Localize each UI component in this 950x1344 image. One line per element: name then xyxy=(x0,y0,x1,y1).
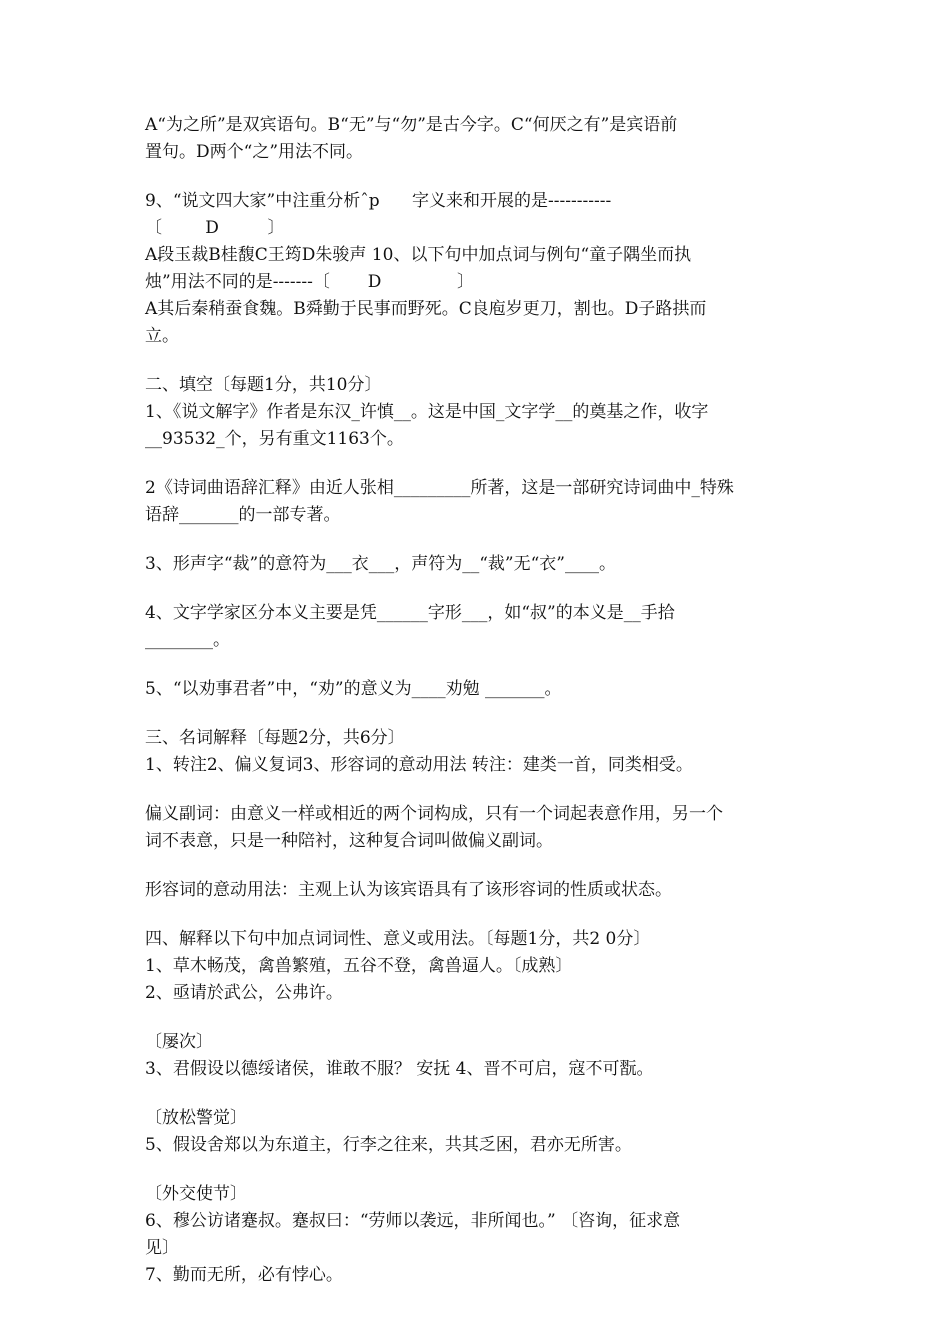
text-line: 四、解释以下句中加点词词性、意义或用法。〔每题1分，共2 0分〕 xyxy=(145,929,651,949)
text-line: 形容词的意动用法：主观上认为该宾语具有了该形容词的性质或状态。 xyxy=(145,880,672,900)
text-line: 7、勤而无所，必有悖心。 xyxy=(145,1265,343,1285)
text-line: 〔外交使节〕 xyxy=(145,1184,247,1204)
text-line: A段玉裁B桂馥C王筠D朱骏声 10、以下句中加点词与例句“童子隅坐而执 xyxy=(145,245,692,265)
text-line: ________。 xyxy=(145,630,230,650)
text-line: 〔 D 〕 xyxy=(145,218,285,238)
text-line: __93532_个，另有重文1163个。 xyxy=(145,429,404,449)
text-line: 三、名词解释〔每题2分，共6分〕 xyxy=(145,728,405,748)
text-line: 烛”用法不同的是-------〔 D 〕 xyxy=(145,272,475,292)
paragraph-gap xyxy=(145,654,815,676)
text-line: 〔屡次〕 xyxy=(145,1032,213,1052)
text-line: 二、填空〔每题1分，共10分〕 xyxy=(145,375,382,395)
text-line: 见〕 xyxy=(145,1238,179,1258)
text-line: 5、“以劝事君者”中，“劝”的意义为____劝勉 _______。 xyxy=(145,679,562,699)
paragraph-gap xyxy=(145,453,815,475)
paragraph-gap xyxy=(145,578,815,600)
text-line: 置句。D两个“之”用法不同。 xyxy=(145,142,364,162)
text-line: 词不表意，只是一种陪衬，这种复合词叫做偏义副词。 xyxy=(145,831,553,851)
text-line: 语辞_______的一部专著。 xyxy=(145,505,341,525)
document-page xyxy=(145,112,815,1289)
text-line: 3、君假设以德绥诸侯，谁敢不服？ 安抚 4、晋不可启，寇不可翫。 xyxy=(145,1059,654,1079)
text-line: A其后秦稍蚕食魏。B舜勤于民事而野死。C良庖岁更刀，割也。D子路拱而 xyxy=(145,299,707,319)
text-line: 1、转注2、偏义复词3、形容词的意动用法 转注：建类一首，同类相受。 xyxy=(145,755,693,775)
text-line: 5、假设舍郑以为东道主，行李之往来，共其乏困，君亦无所害。 xyxy=(145,1135,632,1155)
text-line: 〔放松警觉〕 xyxy=(145,1108,247,1128)
paragraph-gap xyxy=(145,1159,815,1181)
paragraph-gap xyxy=(145,529,815,551)
text-line: 1、草木畅茂，禽兽繁殖，五谷不登，禽兽逼人。〔成熟〕 xyxy=(145,956,573,976)
paragraph-gap xyxy=(145,166,815,188)
text-line: 偏义副词：由意义一样或相近的两个词构成，只有一个词起表意作用，另一个 xyxy=(145,804,723,824)
paragraph-gap xyxy=(145,779,815,801)
paragraph-gap xyxy=(145,1007,815,1029)
text-line: A“为之所”是双宾语句。B“无”与“勿”是古今字。C“何厌之有”是宾语前 xyxy=(145,115,678,135)
paragraph-gap xyxy=(145,904,815,926)
paragraph-gap xyxy=(145,350,815,372)
paragraph-gap xyxy=(145,855,815,877)
text-line: 6、穆公访诸蹇叔。蹇叔曰：“劳师以袭远，非所闻也。” 〔咨询，征求意 xyxy=(145,1211,681,1231)
text-line: 9、“说文四大家”中注重分析ˆp 字义来和开展的是----------- xyxy=(145,191,612,211)
paragraph-gap xyxy=(145,1083,815,1105)
text-line: 立。 xyxy=(145,326,179,346)
paragraph-gap xyxy=(145,703,815,725)
text-line: 2、亟请於武公，公弗许。 xyxy=(145,983,343,1003)
text-line: 1、《说文解字》作者是东汉_许慎__。这是中国_文字学__的奠基之作，收字 xyxy=(145,402,709,422)
text-line: 2《诗词曲语辞汇释》由近人张相_________所著，这是一部研究诗词曲中_特殊 xyxy=(145,478,734,498)
text-line: 3、形声字“裁”的意符为___衣___，声符为__“裁”无“衣”____。 xyxy=(145,554,616,574)
text-line: 4、文字学家区分本义主要是凭______字形___，如“叔”的本义是__手拾 xyxy=(145,603,675,623)
